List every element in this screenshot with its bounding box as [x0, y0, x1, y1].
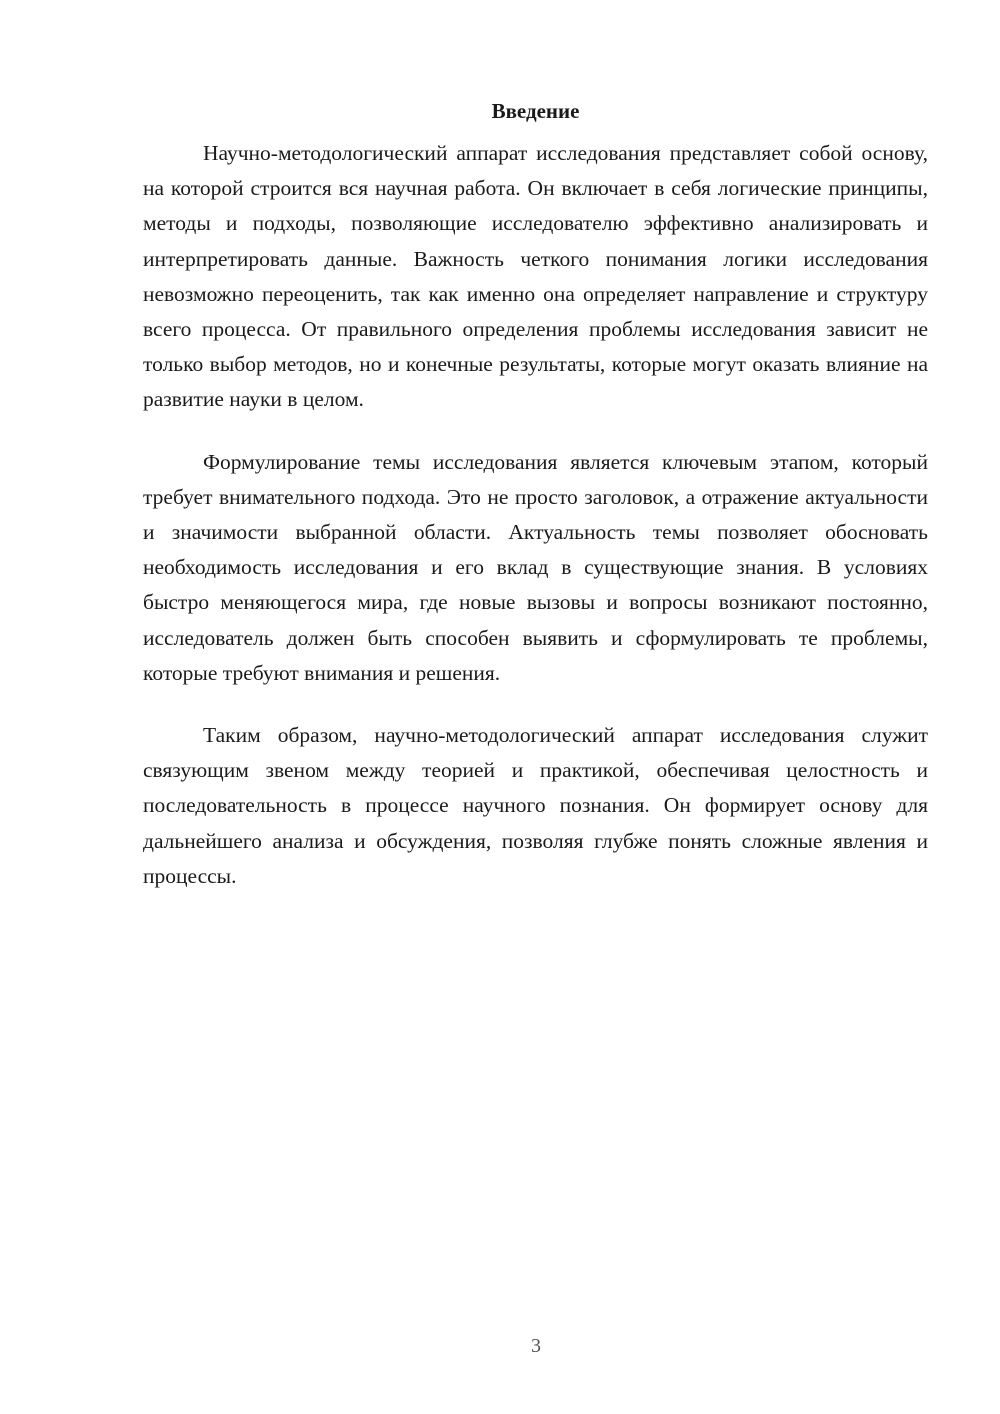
paragraph-2: Формулирование темы исследования является ключевым этапом, который требует внимательного подхода. Это не просто заголовок, а отражение актуальности и значимости выбранной области. Актуальность темы позволяет обосновать необходимость исследования и его вклад в существующие знания. В условиях быстро меняющегося мира, где новые вызовы и вопросы возникают постоянно, исследователь должен быть способен выявить и сформулировать те проблемы, которые требуют внимания и решения.: [143, 449, 928, 685]
page-number: 3: [531, 1335, 541, 1357]
section-title: Введение: [491, 99, 580, 123]
paragraph-1: Научно-методологический аппарат исследования представляет собой основу, на которой строится вся научная работа. Он включает в себя логические принципы, методы и подходы, позволяющие исследователю эффективно анализировать и интерпретировать данные. Важность четкого понимания логики исследования невозможно переоценить, так как именно она определяет направление и структуру всего процесса. От правильного определения проблемы исследования зависит не только выбор методов, но и конечные результаты, которые могут оказать влияние на развитие науки в целом.: [143, 141, 928, 412]
paragraph-3: Таким образом, научно-методологический аппарат исследования служит связующим звеном между теорией и практикой, обеспечивая целостность и последовательность в процессе научного познания. Он формирует основу для дальнейшего анализа и обсуждения, позволяя глубже понять сложные явления и процессы.: [143, 723, 928, 888]
page-content: [143, 96, 928, 921]
